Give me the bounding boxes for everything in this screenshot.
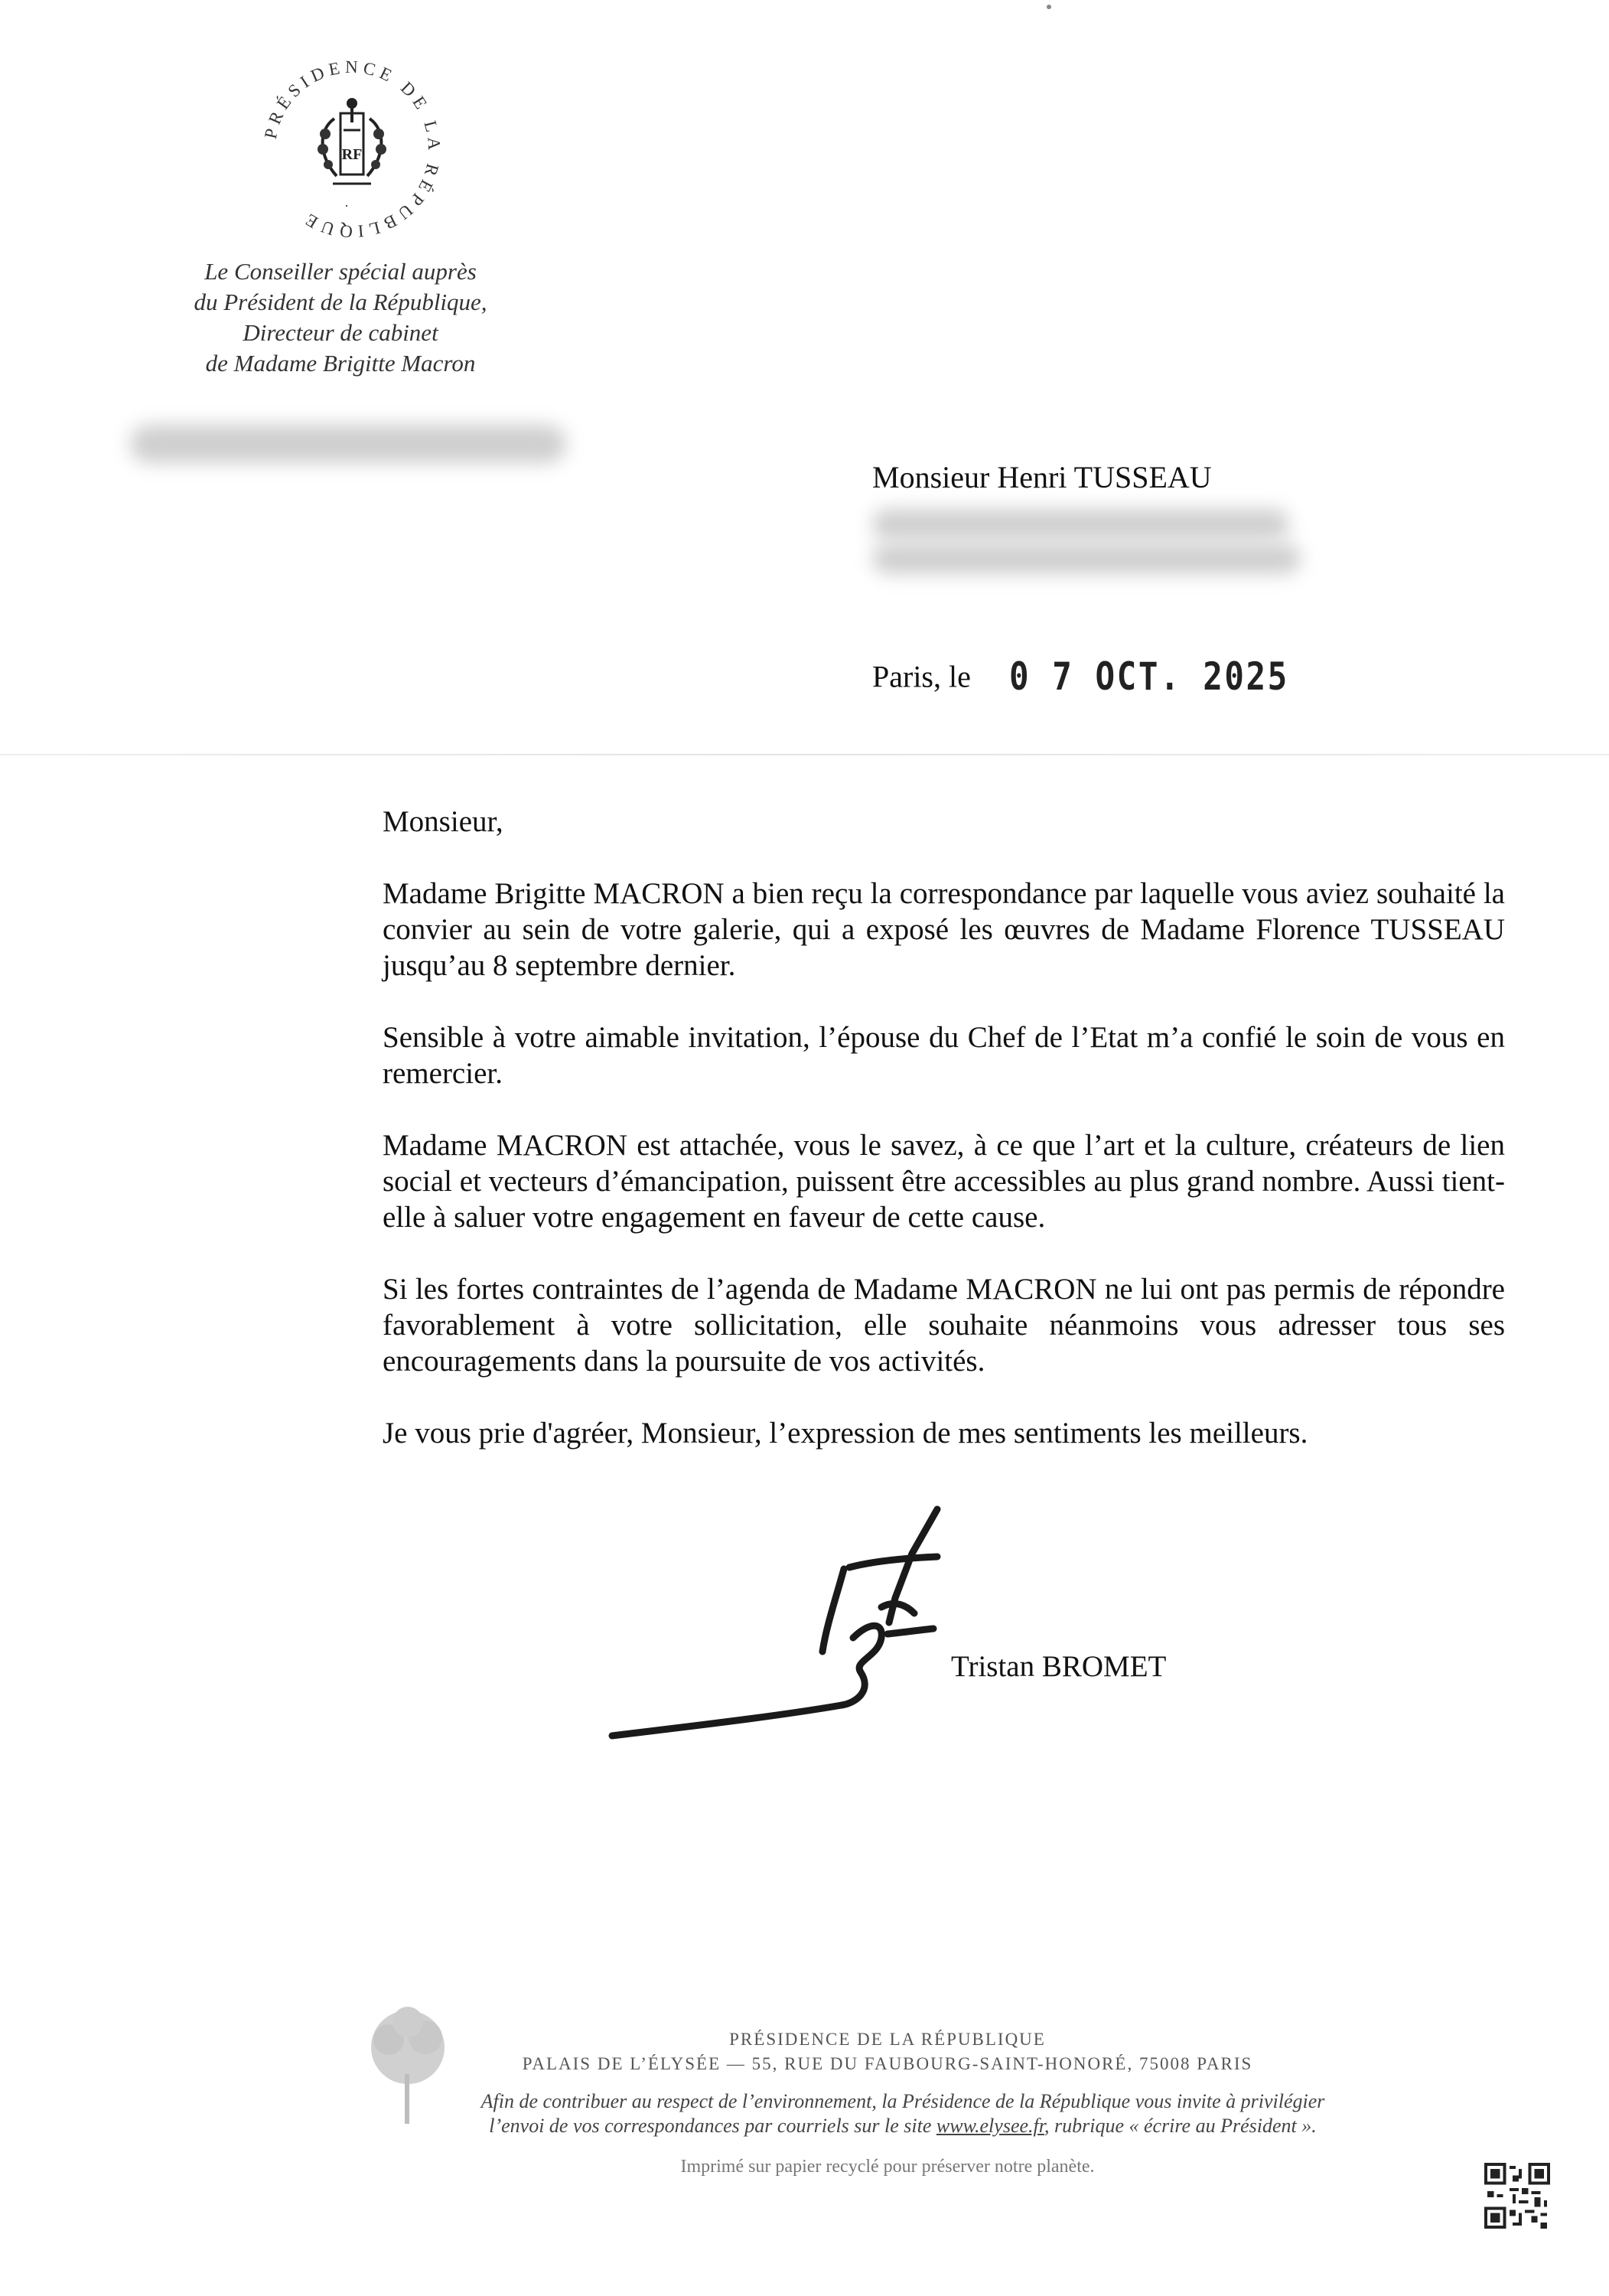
letter-paragraph: Sensible à votre aimable invitation, l’épouse du Chef de l’Etat m’a confié le soin de vous en remercier. (383, 1021, 1505, 1090)
footer-institution: PRÉSIDENCE DE LA RÉPUBLIQUE (729, 2030, 1046, 2049)
footer-env-line (428, 2114, 1377, 2138)
footer-address: PALAIS DE L’ÉLYSÉE — 55, RUE DU FAUBOURG-SAINT-HONORÉ, 75008 PARIS (522, 2054, 1253, 2073)
redacted-reference (130, 425, 566, 463)
redacted-address-line (872, 509, 1289, 540)
footer-env-text: , rubrique « écrire au Président ». (1044, 2115, 1317, 2137)
seal-monogram: RF (341, 146, 363, 163)
handwritten-signature (597, 1492, 1041, 1799)
date-line (872, 654, 1338, 699)
sender-line: du Président de la République, (194, 289, 487, 315)
letter-body (383, 804, 1505, 1487)
letter-paragraph: Madame Brigitte MACRON a bien reçu la correspondance par laquelle vous aviez souhaité la convier au sein de votre galerie, qui a exposé les œuvres de Madame Florence TUSSEAU jusqu’au 8 septembre dernier. (383, 877, 1505, 982)
footer-recycled-note: Imprimé sur papier recyclé pour préserver notre planète. (680, 2157, 1095, 2177)
sender-line: Directeur de cabinet (243, 319, 438, 346)
sender-title-block (122, 256, 559, 379)
footer-environment-note (428, 2089, 1377, 2138)
date-label: Paris, le (872, 659, 971, 694)
letter-paragraph: Si les fortes contraintes de l’agenda de Madame MACRON ne lui ont pas permis de répondre favorablement à votre sollicitation, elle souhaite néanmoins vous adresser tous ses encouragements dans la poursuite de vos activités. (383, 1273, 1505, 1378)
presidency-seal-emblem (249, 46, 455, 253)
seal-ring-text: PRÉSIDENCE DE LA RÉPUBLIQUE (260, 57, 445, 242)
date-stamp: 0 7 OCT. 2025 (1008, 654, 1289, 699)
recipient-name: Monsieur Henri TUSSEAU (872, 460, 1212, 494)
letter-paragraph: Madame MACRON est attachée, vous le savez, à ce que l’art et la culture, créateurs de lien social et vecteurs d’émancipation, puissent être accessibles au plus grand nombre. Aussi tient-elle à saluer votre engagement en faveur de cette cause. (383, 1129, 1505, 1234)
redacted-address-line (872, 543, 1301, 574)
sender-line: de Madame Brigitte Macron (205, 350, 476, 377)
svg-text:·: · (344, 198, 349, 214)
sender-line: Le Conseiller spécial auprès (204, 258, 477, 285)
closing-paragraph: Je vous prie d'agréer, Monsieur, l’expression de mes sentiments les meilleurs. (383, 1417, 1308, 1450)
elysee-website-link[interactable]: www.elysee.fr (936, 2115, 1044, 2137)
scan-speck (1047, 5, 1051, 9)
paper-fold-line (0, 754, 1609, 755)
footer-env-text: l’envoi de vos correspondances par courriels sur le site (489, 2115, 932, 2137)
signer-name: Tristan BROMET (951, 1650, 1167, 1683)
qr-code-icon (1484, 2163, 1550, 2229)
footer-env-line: Afin de contribuer au respect de l’environnement, la Présidence de la République vous invite à privilégier (480, 2090, 1325, 2112)
salutation: Monsieur, (383, 805, 503, 838)
